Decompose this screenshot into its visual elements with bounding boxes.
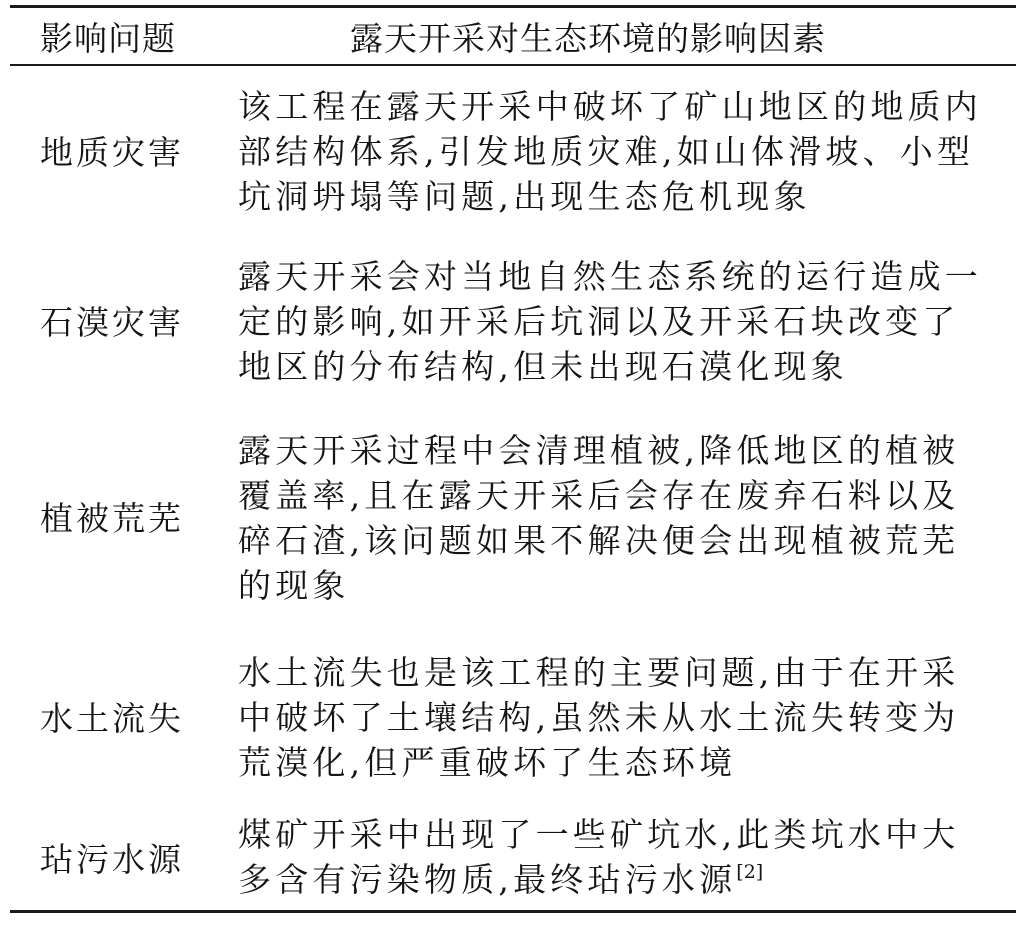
table-header-rule: [10, 64, 1016, 66]
table-bottom-rule: [10, 910, 1016, 913]
row-issue-label: 水土流失: [40, 698, 184, 738]
row-issue-label: 地质灾害: [40, 132, 184, 172]
table-row: [0, 254, 1024, 386]
citation-marker: [2]: [736, 861, 764, 883]
row-description-text: 煤矿开采中出现了一些矿坑水,此类坑水中大 多含有污染物质,最终玷污水源: [238, 815, 960, 899]
row-issue-label: 植被荒芜: [40, 498, 184, 538]
table-row: [0, 812, 1024, 902]
row-issue-label: 玷污水源: [40, 839, 184, 879]
table-row: [0, 428, 1024, 604]
row-description: 露天开采过程中会清理植被,降低地区的植被 覆盖率,且在露天开采后会存在废弃石料以及 碎石渣,该问题如果不解决便会出现植被荒芜 的现象: [238, 431, 960, 605]
row-description: [238, 812, 998, 902]
table-row: [0, 650, 1024, 782]
table-row: [0, 84, 1024, 216]
header-issue: 影响问题: [40, 18, 176, 58]
row-description: 露天开采会对当地自然生态系统的运行造成一 定的影响,如开采后坑洞以及开采石块改变了 地区的分布结构,但未出现石漠化现象: [238, 257, 982, 386]
row-description: 水土流失也是该工程的主要问题,由于在开采 中破坏了土壤结构,虽然未从水土流失转变为 荒漠化,但严重破坏了生态环境: [238, 653, 960, 782]
row-description: 该工程在露天开采中破坏了矿山地区的地质内 部结构体系,引发地质灾难,如山体滑坡、小型 坑洞坍塌等问题,出现生态危机现象: [238, 87, 982, 216]
header-factor: 露天开采对生态环境的影响因素: [350, 18, 826, 58]
row-issue-label: 石漠灾害: [40, 302, 184, 342]
table-top-rule: [10, 5, 1016, 8]
